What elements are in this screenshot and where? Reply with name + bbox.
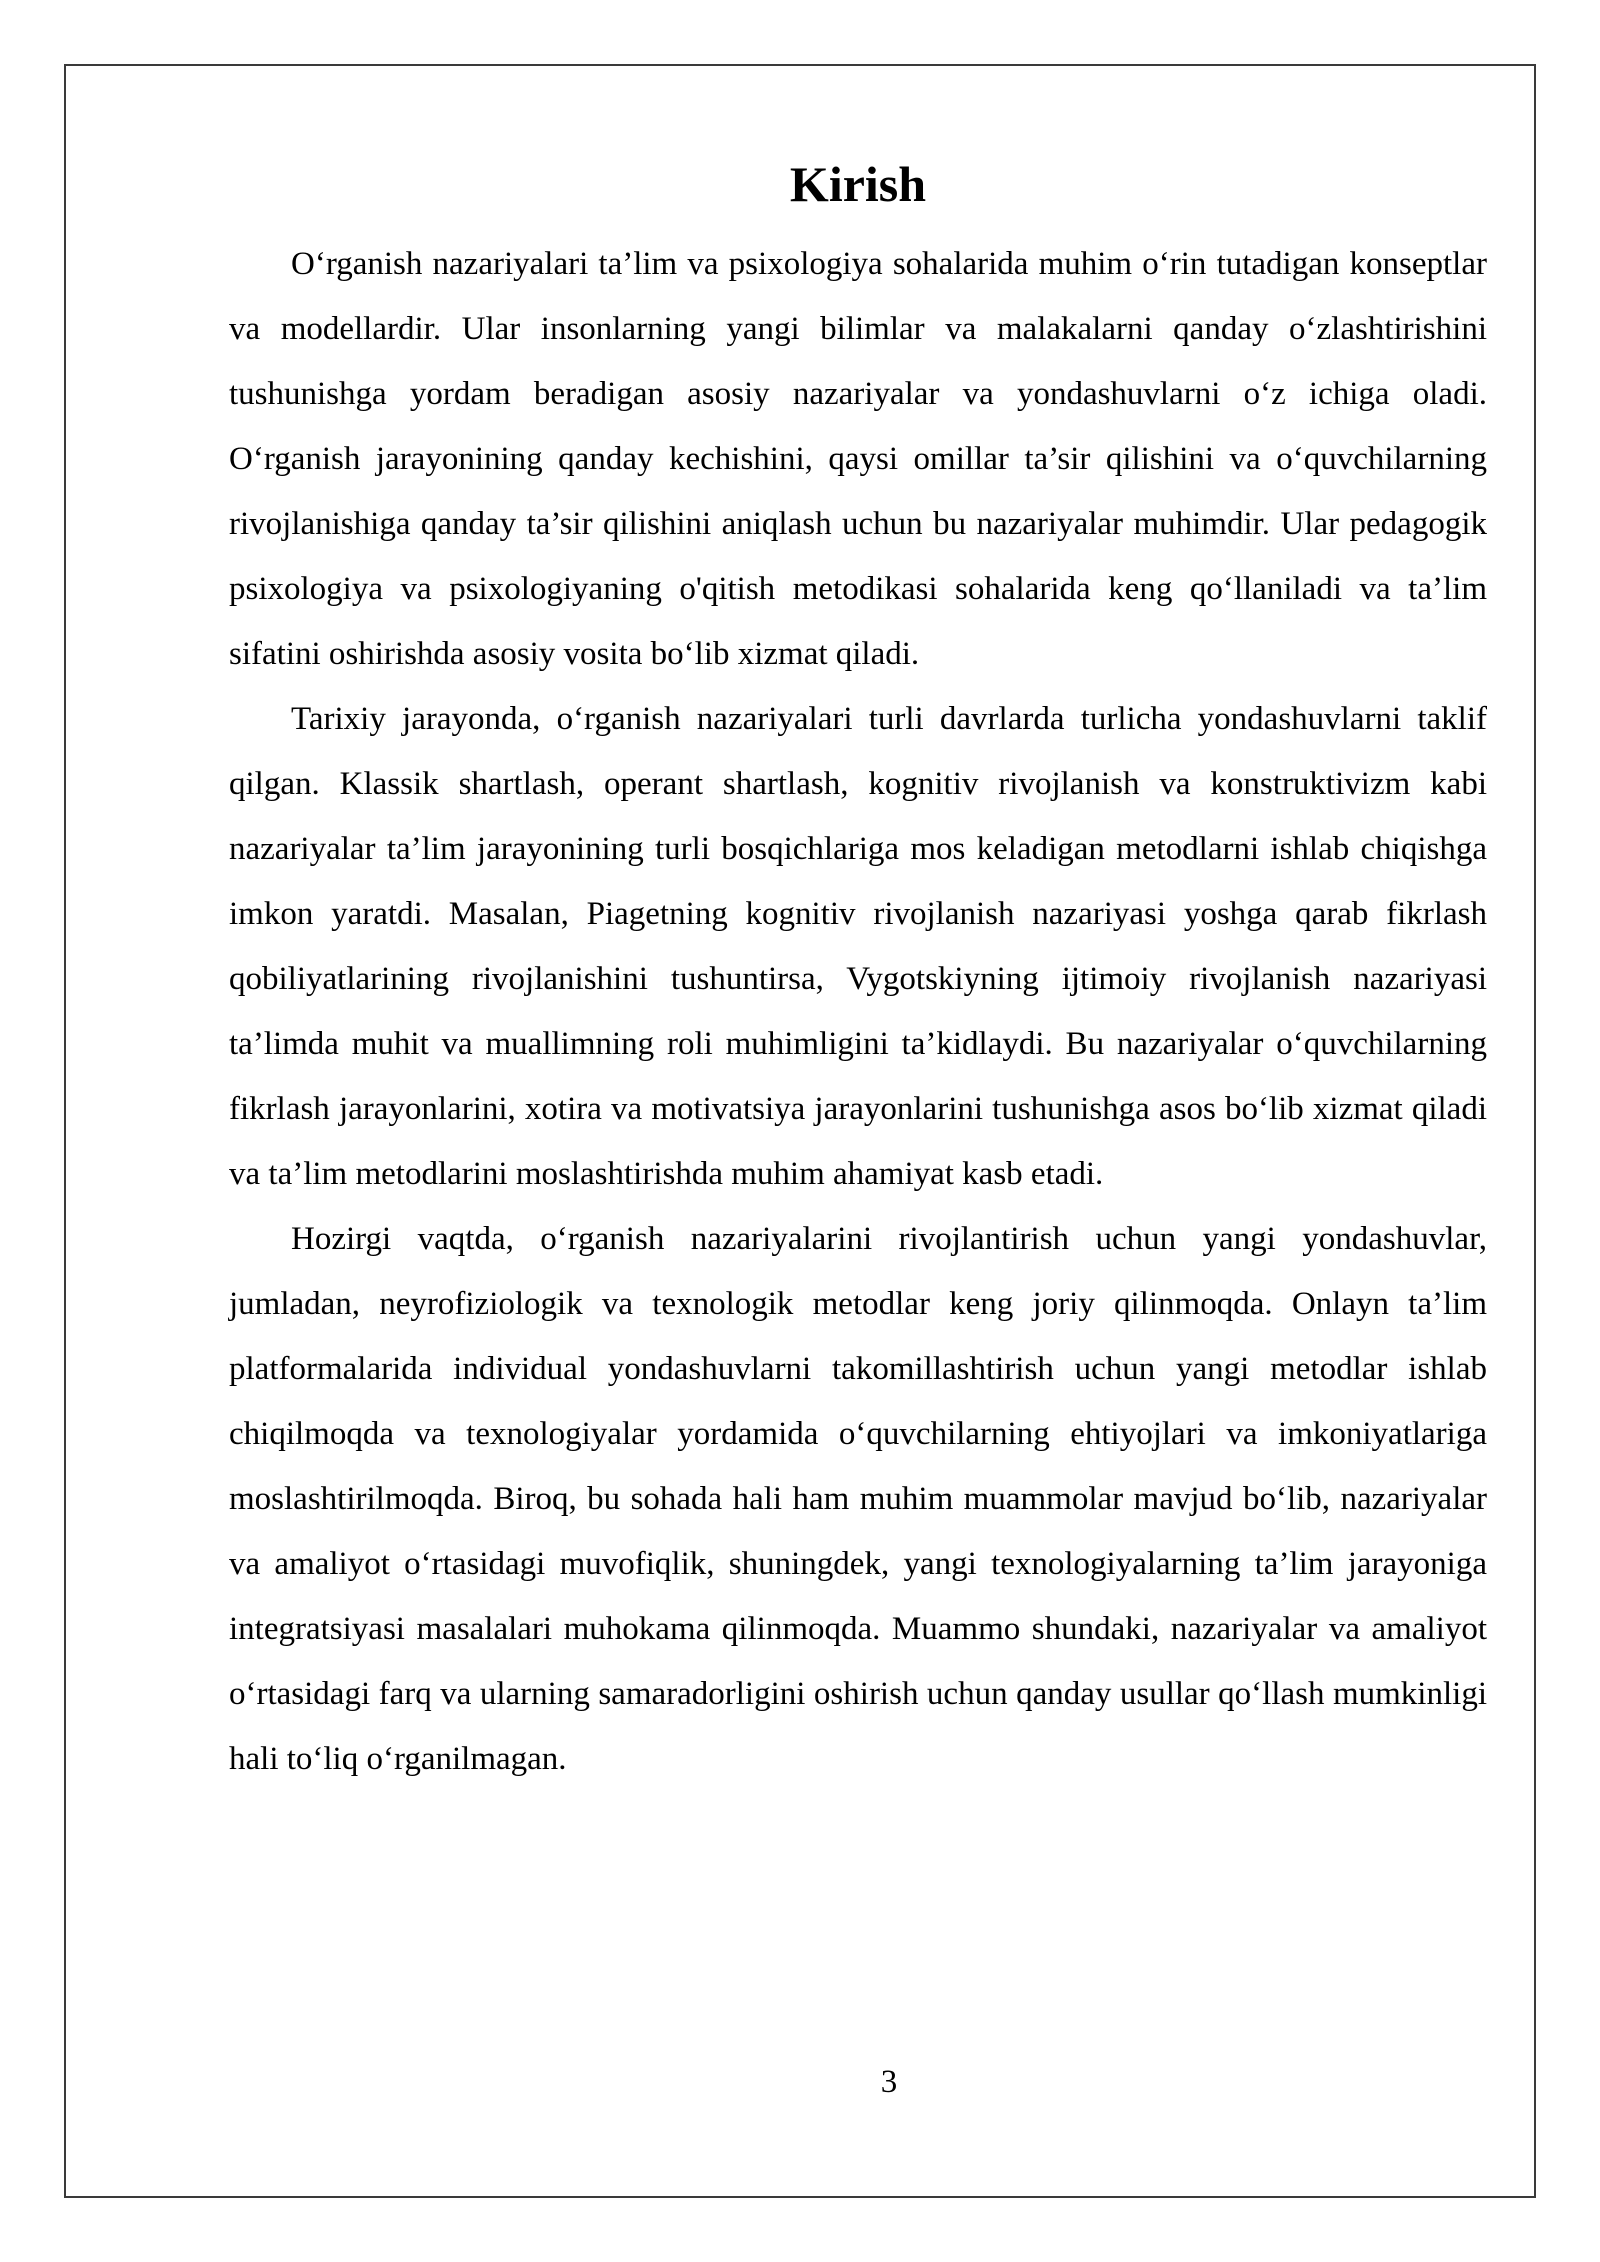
page-number: 3 <box>880 2064 898 2100</box>
document-body <box>229 140 1487 1792</box>
paragraph-1: O‘rganish nazariyalari ta’lim va psixologiya sohalarida muhim o‘rin tutadigan konseptlar va modellardir. Ular insonlarning yangi bilimlar va malakalarni qanday o‘zlashtirishini tushunishga yordam beradigan asosiy nazariyalar va yondashuvlarni o‘z ichiga oladi. O‘rganish jarayonining qanday kechishini, qaysi omillar ta’sir qilishini va o‘quvchilarning rivojlanishiga qanday ta’sir qilishini aniqlash uchun bu nazariyalar muhimdir. Ular pedagogik psixologiya va psixologiyaning o'qitish metodikasi sohalarida keng qo‘llaniladi va ta’lim sifatini oshirishda asosiy vosita bo‘lib xizmat qiladi. <box>229 246 1487 672</box>
section-title: Kirish <box>789 156 927 212</box>
paragraph-2: Tarixiy jarayonda, o‘rganish nazariyalari turli davrlarda turlicha yondashuvlarni taklif qilgan. Klassik shartlash, operant shartlash, kognitiv rivojlanish va konstruktivizm kabi nazariyalar ta’lim jarayonining turli bosqichlariga mos keladigan metodlarni ishlab chiqishga imkon yaratdi. Masalan, Piagetning kognitiv rivojlanish nazariyasi yoshga qarab fikrlash qobiliyatlarining rivojlanishini tushuntirsa, Vygotskiyning ijtimoiy rivojlanish nazariyasi ta’limda muhit va muallimning roli muhimligini ta’kidlaydi. Bu nazariyalar o‘quvchilarning fikrlash jarayonlarini, xotira va motivatsiya jarayonlarini tushunishga asos bo‘lib xizmat qiladi va ta’lim metodlarini moslashtirishda muhim ahamiyat kasb etadi. <box>229 701 1487 1192</box>
paragraph-3: Hozirgi vaqtda, o‘rganish nazariyalarini rivojlantirish uchun yangi yondashuvlar, jumladan, neyrofiziologik va texnologik metodlar keng joriy qilinmoqda. Onlayn ta’lim platformalarida individual yondashuvlarni takomillashtirish uchun yangi metodlar ishlab chiqilmoqda va texnologiyalar yordamida o‘quvchilarning ehtiyojlari va imkoniyatlariga moslashtirilmoqda. Biroq, bu sohada hali ham muhim muammolar mavjud bo‘lib, nazariyalar va amaliyot o‘rtasidagi muvofiqlik, shuningdek, yangi texnologiyalarning ta’lim jarayoniga integratsiyasi masalalari muhokama qilinmoqda. Muammo shundaki, nazariyalar va amaliyot o‘rtasidagi farq va ularning samaradorligini oshirish uchun qanday usullar qo‘llash mumkinligi hali to‘liq o‘rganilmagan. <box>229 1221 1487 1777</box>
